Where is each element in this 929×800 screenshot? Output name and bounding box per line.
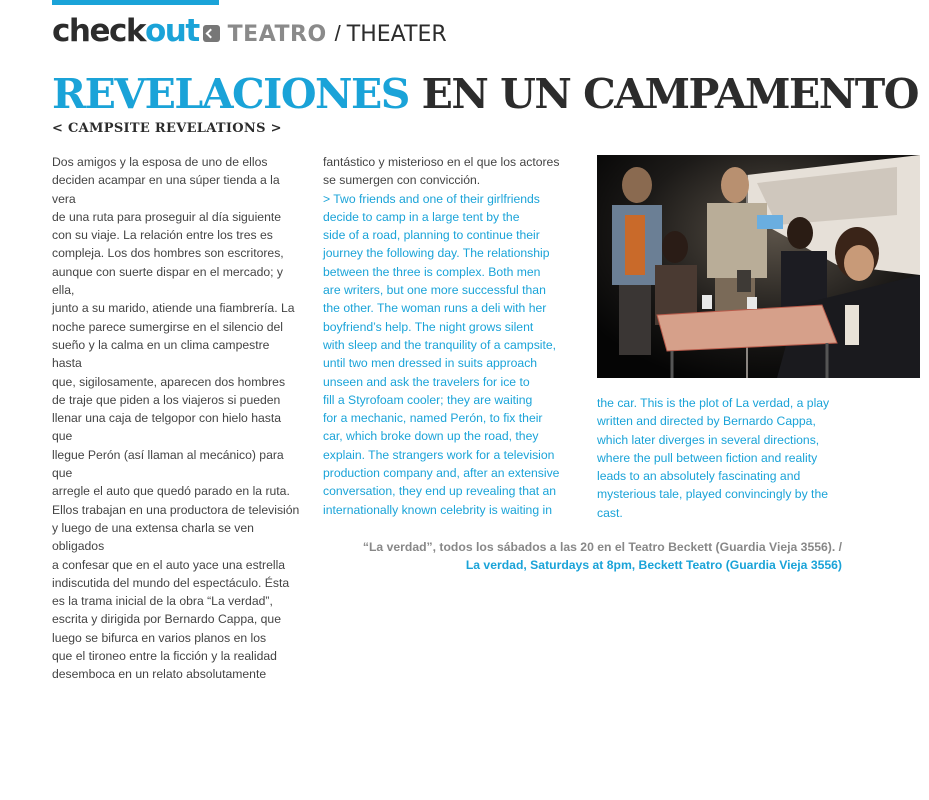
caption-spanish: “La verdad”, todos los sábados a las 20 en el Teatro Beckett (Guardia Vieja 3556). / xyxy=(362,540,842,554)
body-line: luego se bifurca en varios planos en los xyxy=(52,630,267,645)
body-line: y luego de una extensa charla se ven obligados xyxy=(52,520,254,554)
english-line: cast. xyxy=(597,505,623,520)
section-label-english: THEATER xyxy=(346,21,447,47)
body-line: junto a su marido, atiende una fiambrería. La xyxy=(52,301,295,316)
body-line: a confesar que en el auto yace una estrella xyxy=(52,557,286,572)
english-line: side of a road, planning to continue their xyxy=(323,228,540,243)
english-line: unseen and ask the travelers for ice to xyxy=(323,374,530,389)
english-line: mysterious tale, played convincingly by the xyxy=(597,487,829,502)
body-line: llegue Perón (así llaman al mecánico) para que xyxy=(52,447,284,481)
article-subtitle: < CAMPSITE REVELATIONS > xyxy=(52,121,282,136)
english-line: where the pull between fiction and reality xyxy=(597,450,818,465)
english-line: boyfriend’s help. The night grows silent xyxy=(323,319,534,334)
body-line: sueño y la calma en un clima campestre hasta xyxy=(52,337,270,371)
spanish-text-column xyxy=(52,153,302,684)
event-info-caption xyxy=(320,538,842,574)
body-line: se sumergen con convicción. xyxy=(323,173,481,188)
body-line: arregle el auto que quedó parado en la ruta. xyxy=(52,484,290,499)
english-line: the car. This is the plot of La verdad, a play xyxy=(597,396,830,410)
english-line: written and directed by Bernardo Cappa, xyxy=(597,414,816,429)
english-text-column-continued xyxy=(597,394,847,522)
english-line: for a mechanic, named Perón, to fix their xyxy=(323,411,543,426)
english-line: until two men dressed in suits approach xyxy=(323,356,538,371)
english-line: car, which broke down up the road, they xyxy=(323,429,539,444)
body-line: escrita y dirigida por Bernardo Cappa, que xyxy=(52,612,281,627)
body-line: fantástico y misterioso en el que los actores xyxy=(323,155,560,169)
body-line: es la trama inicial de la obra “La verdad”, xyxy=(52,594,273,609)
top-accent-bar xyxy=(52,0,219,5)
middle-text-column xyxy=(323,153,573,519)
english-line: the other. The woman runs a deli with her xyxy=(323,301,547,316)
headline-highlight: REVELACIONES xyxy=(52,70,409,118)
body-line: desemboca en un relato absolutamente xyxy=(52,667,267,682)
english-line: fill a Styrofoam cooler; they are waiting xyxy=(323,392,533,407)
body-line: aunque con suerte dispar en el mercado; y ella, xyxy=(52,264,284,298)
caption-english: La verdad, Saturdays at 8pm, Beckett Teatro (Guardia Vieja 3556) xyxy=(465,558,842,572)
english-line: decide to camp in a large tent by the xyxy=(323,209,520,224)
body-line: que el tironeo entre la ficción y la realidad xyxy=(52,649,277,664)
body-line: compleja. Los dos hombres son escritores, xyxy=(52,246,284,261)
english-line: internationally known celebrity is waiting in xyxy=(323,502,552,517)
brand-logo-out: out xyxy=(144,13,199,49)
theater-scene-photo xyxy=(597,155,920,378)
photo-illustration xyxy=(597,155,920,378)
section-separator: / xyxy=(334,21,341,46)
chevron-left-icon xyxy=(203,25,220,42)
body-line: que, sigilosamente, aparecen dos hombres xyxy=(52,374,286,389)
body-line: llenar una caja de telgopor con hielo hasta que xyxy=(52,411,282,444)
english-line: leads to an absolutely fascinating and xyxy=(597,469,801,484)
section-label-spanish: TEATRO xyxy=(227,21,327,47)
english-line: conversation, they end up revealing that an xyxy=(323,484,557,499)
body-line: noche parece sumergirse en el silencio del xyxy=(52,319,284,334)
body-line: con su viaje. La relación entre los tres es xyxy=(52,228,273,243)
body-line: deciden acampar en una súper tienda a la vera xyxy=(52,173,280,206)
article-headline xyxy=(52,68,918,120)
headline-rest: EN UN CAMPAMENTO xyxy=(421,70,918,118)
english-line: > Two friends and one of their girlfriends xyxy=(323,191,540,206)
english-line: with sleep and the tranquility of a campsite, xyxy=(323,337,557,352)
english-line: production company and, after an extensive xyxy=(323,466,560,481)
english-line: journey the following day. The relationship xyxy=(323,246,550,261)
english-line: which later diverges in several directions, xyxy=(597,432,820,447)
magazine-section-header xyxy=(52,14,447,48)
body-line: de traje que piden a los viajeros si pueden xyxy=(52,392,281,407)
english-line: explain. The strangers work for a television xyxy=(323,447,555,462)
body-line: indiscutida del mundo del espectáculo. Ésta xyxy=(52,575,290,590)
body-line: Ellos trabajan en una productora de televisión xyxy=(52,502,300,517)
english-line: between the three is complex. Both men xyxy=(323,264,541,279)
body-line: de una ruta para proseguir al día siguiente xyxy=(52,209,282,224)
brand-logo-check: check xyxy=(52,13,145,49)
body-line: Dos amigos y la esposa de uno de ellos xyxy=(52,155,268,169)
english-line: are writers, but one more successful than xyxy=(323,283,546,298)
